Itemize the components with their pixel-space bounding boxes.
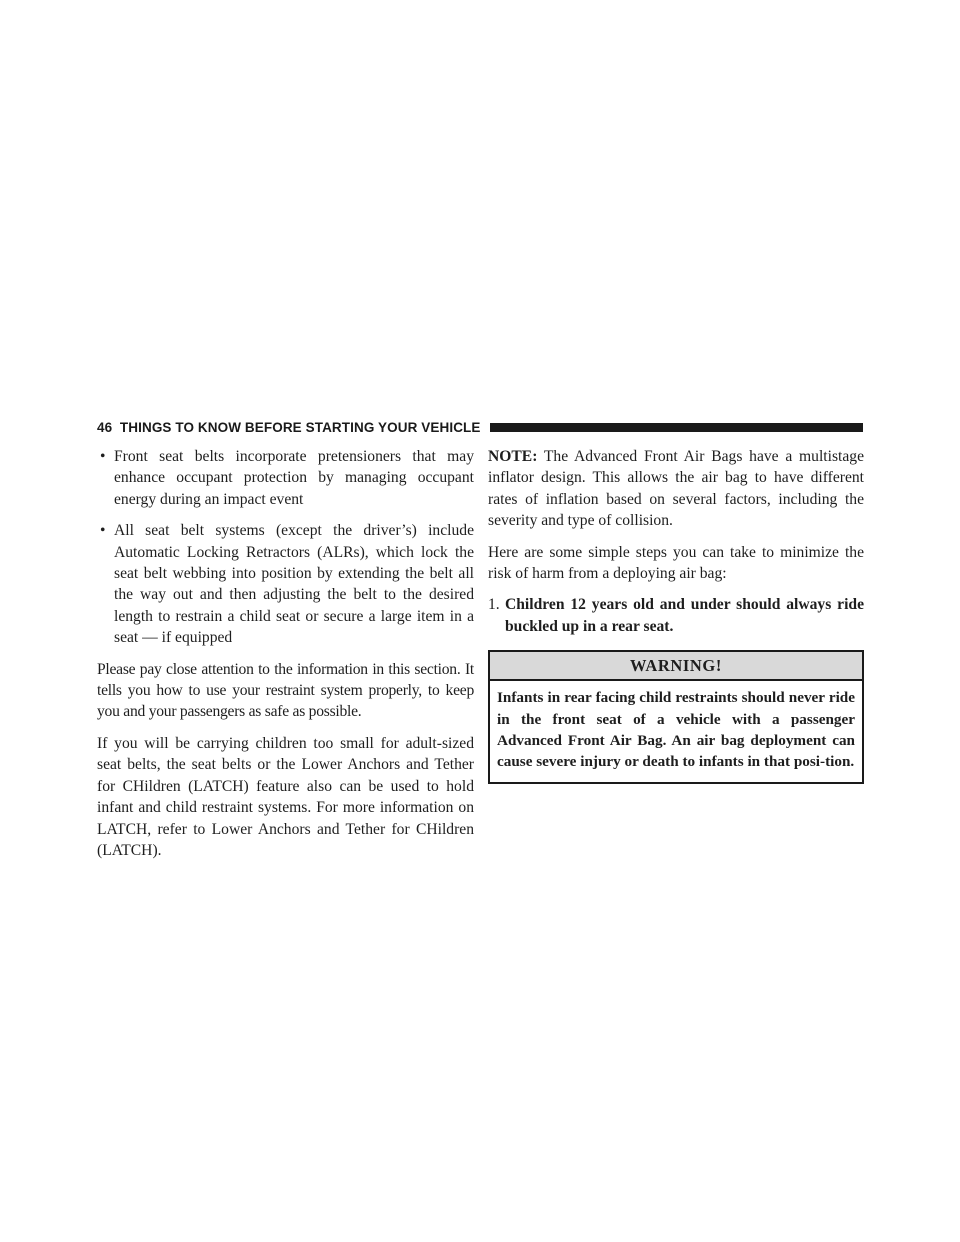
paragraph-attention: Please pay close attention to the information in this section. It tells you how to use your restraint system properly, to keep you and your passengers as safe as possible.	[97, 660, 474, 721]
bullet-icon: •	[100, 522, 106, 540]
note-text: The Advanced Front Air Bags have a multistage inflator design. This allows the air bag to have different rates of inflation based on several factors, including the severity and type of collision.	[488, 448, 864, 530]
steps-intro: Here are some simple steps you can take to minimize the risk of harm from a deploying air bag:	[488, 543, 864, 583]
page-number: 46	[97, 419, 113, 435]
header-rule	[490, 423, 864, 432]
step-item	[488, 594, 864, 637]
note-paragraph	[488, 446, 864, 532]
header-text	[97, 420, 481, 435]
bullet-text: All seat belt systems (except the driver’s) include Automatic Locking Retractors (ALRs), which lock the seat belt webbing into position by extending the belt all the way out and then adjusting the belt to the desired length to restrain a child seat or secure a large item in a seat — if equipped	[114, 522, 474, 647]
step-number: 1.	[488, 596, 500, 614]
bullet-item-pretensioners	[97, 446, 474, 510]
warning-title: WARNING!	[490, 652, 862, 681]
warning-box	[488, 650, 864, 784]
paragraph-children-latch: If you will be carrying children too small for adult-sized seat belts, the seat belts or the Lower Anchors and Tether for CHildren (LATCH) feature also can be used to hold infant and child restraint systems. For more information on LATCH, refer to Lower Anchors and Tether for CHildren (LATCH).	[97, 734, 474, 859]
right-column	[488, 446, 864, 784]
step-text: Children 12 years old and under should always ride buckled up in a rear seat.	[505, 596, 864, 635]
warning-body: Infants in rear facing child restraints should never ride in the front seat of a vehicle with a passenger Advanced Front Air Bag. An air bag deployment can cause severe injury or death to infants in that posi-tion.	[497, 689, 855, 771]
left-column	[97, 446, 474, 871]
section-title: THINGS TO KNOW BEFORE STARTING YOUR VEHICLE	[119, 419, 481, 435]
bullet-text: Front seat belts incorporate pretensioners that may enhance occupant protection by managing occupant energy during an impact event	[114, 448, 474, 508]
bullet-item-alr	[97, 520, 474, 648]
page-header	[97, 416, 863, 438]
bullet-icon: •	[100, 448, 106, 465]
note-label: NOTE:	[488, 448, 538, 465]
